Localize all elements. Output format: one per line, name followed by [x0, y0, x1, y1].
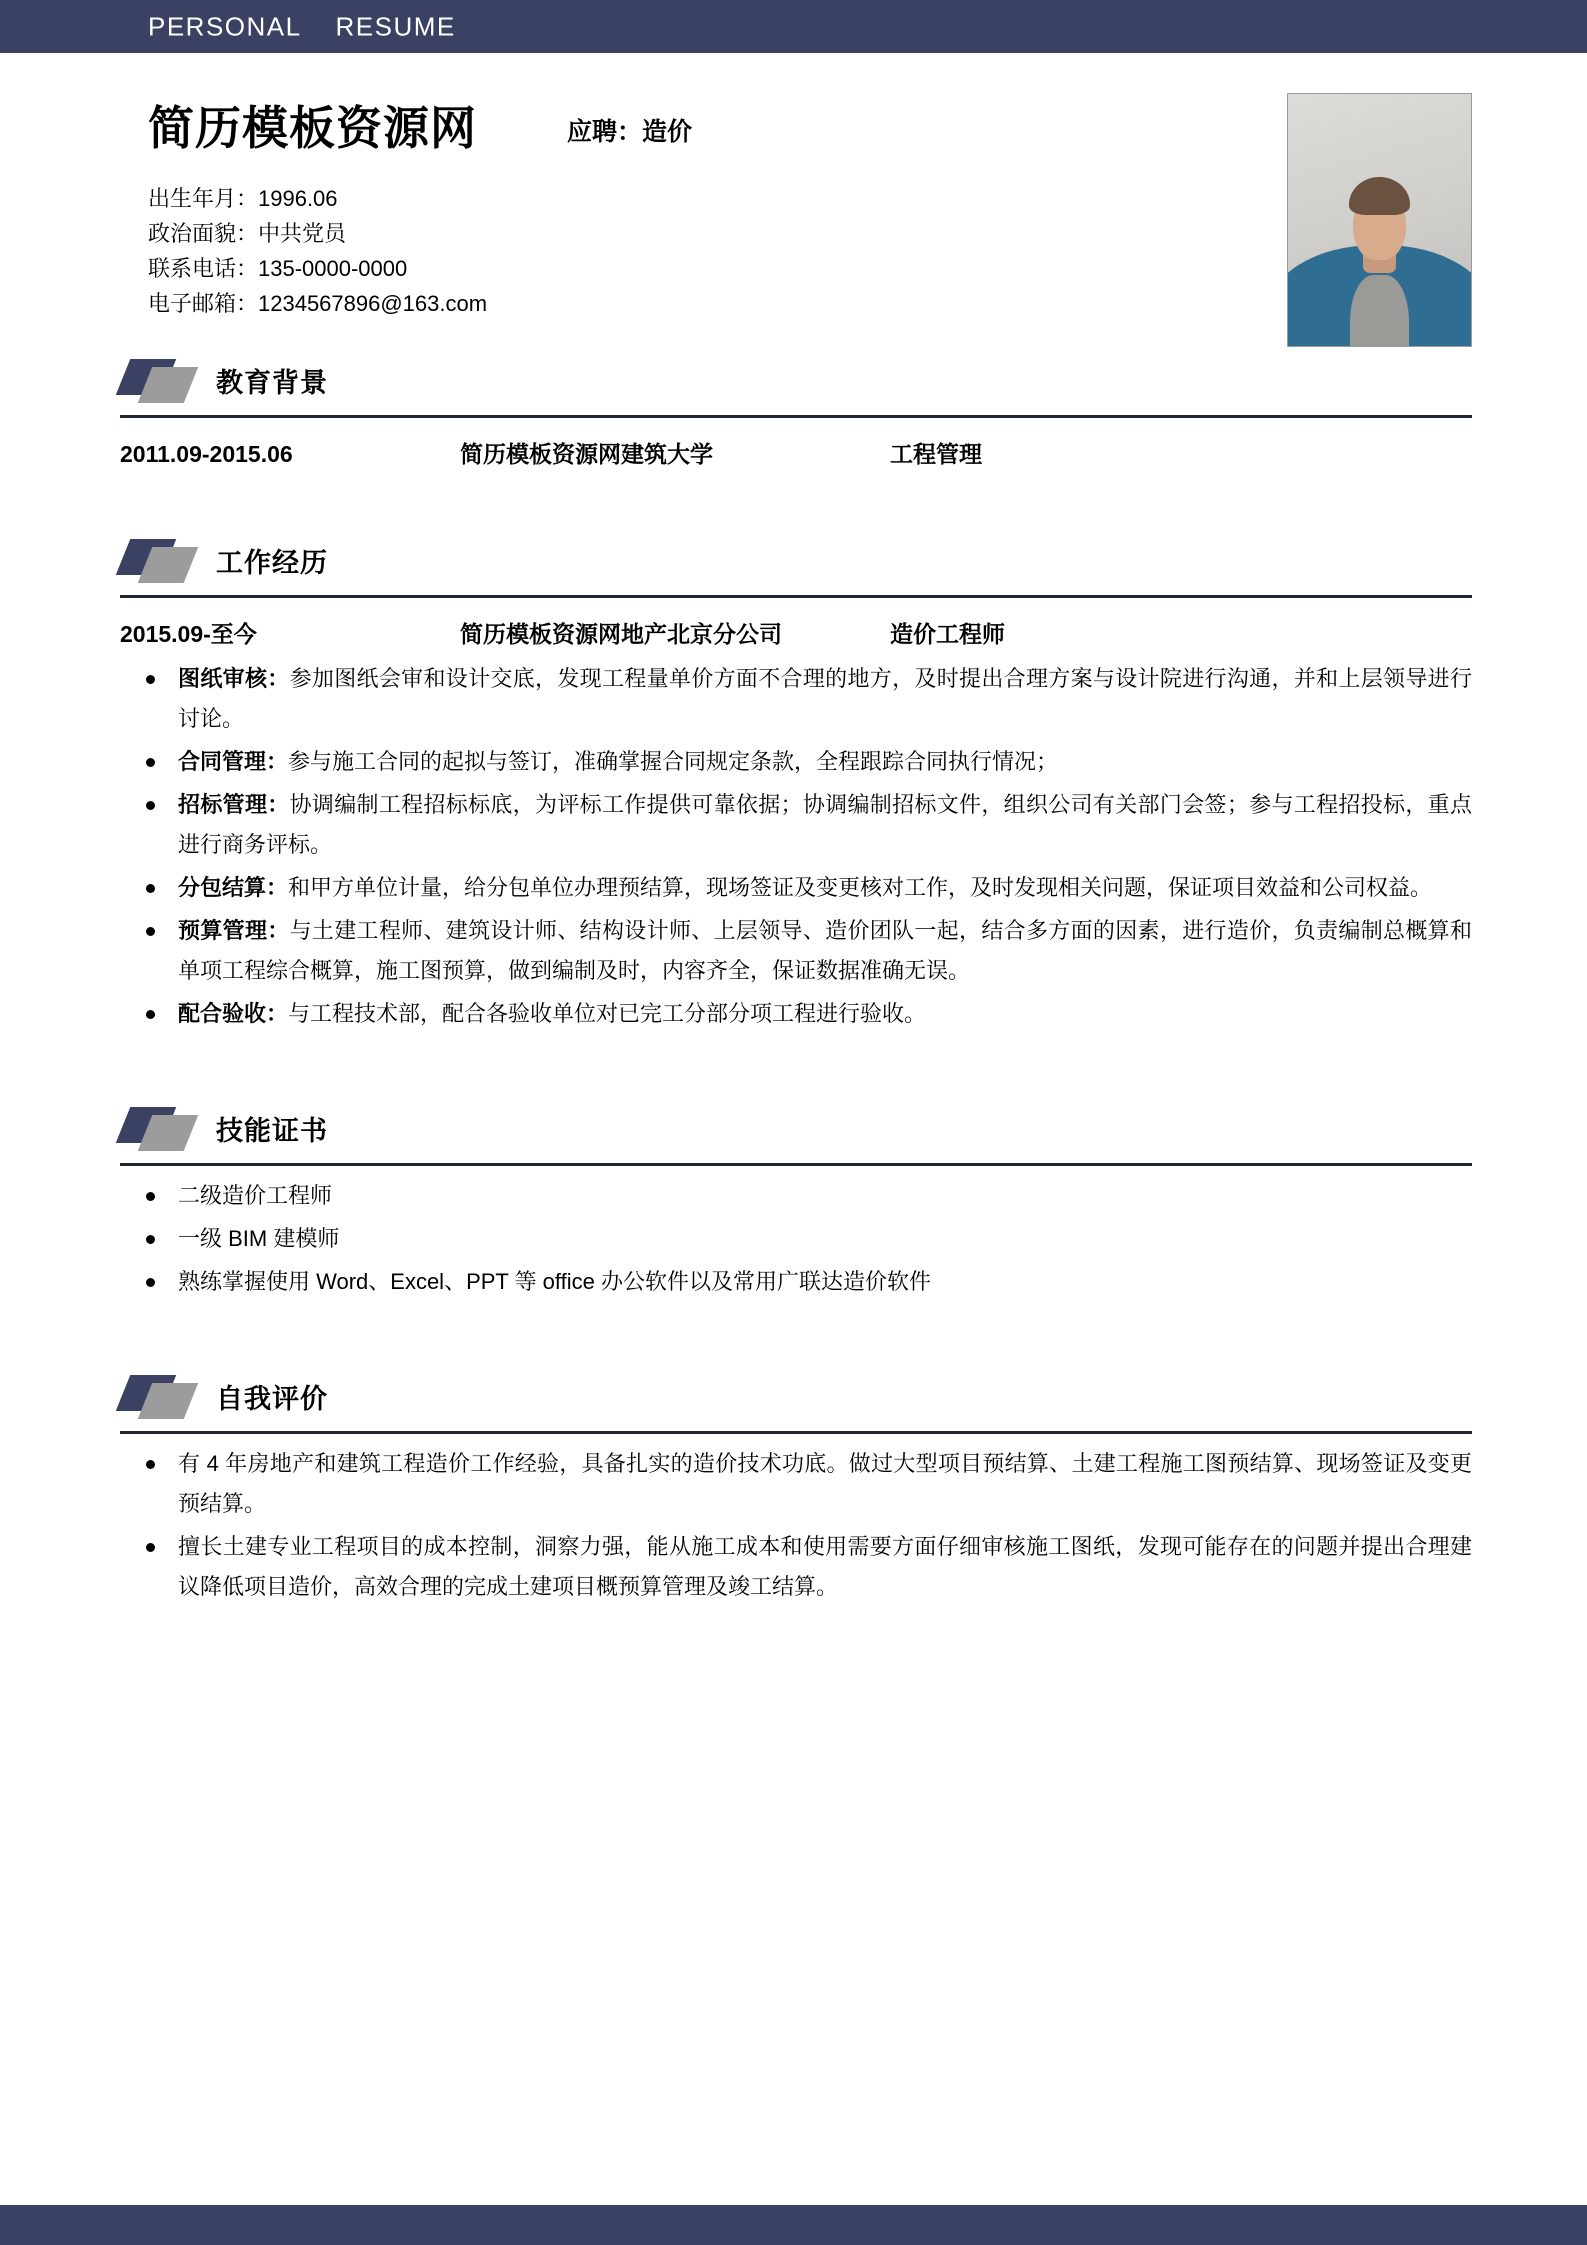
experience-title: 造价工程师 [890, 621, 1005, 647]
section-header-experience [120, 533, 1472, 595]
section-header-skills [120, 1101, 1472, 1163]
info-email: 电子邮箱：1234567896@163.com [148, 291, 488, 316]
list-item [120, 868, 1472, 908]
bullet-text: 参与施工合同的起拟与签订，准确掌握合同规定条款，全程跟踪合同执行情况； [288, 749, 1059, 774]
evaluation-bullet-list [120, 1444, 1472, 1607]
education-row [120, 436, 1472, 469]
banner-title: PERSONAL RESUME [148, 11, 456, 41]
experience-company: 简历模板资源网地产北京分公司 [460, 621, 782, 647]
list-item [120, 1527, 1472, 1607]
list-item [120, 1219, 1472, 1259]
portrait-photo [1287, 93, 1472, 347]
section-header-education [120, 353, 1472, 415]
info-phone: 联系电话：135-0000-0000 [148, 256, 408, 281]
bullet-text: 一级 BIM 建模师 [178, 1226, 340, 1251]
education-school: 简历模板资源网建筑大学 [460, 441, 713, 467]
bullet-text: 与工程技术部，配合各验收单位对已完工分部分项工程进行验收。 [288, 1001, 927, 1026]
section-title-experience: 工作经历 [216, 548, 328, 578]
experience-date: 2015.09-至今 [120, 621, 257, 647]
section-marker-icon [120, 1375, 198, 1419]
identity-block [148, 53, 1472, 353]
bottom-banner [0, 2205, 1587, 2245]
bullet-label: 分包结算： [178, 875, 289, 900]
list-item [120, 911, 1472, 991]
bullet-text: 和甲方单位计量，给分包单位办理预结算，现场签证及变更核对工作，及时发现相关问题，保证项目效益和公司权益。 [288, 875, 1433, 900]
list-item [120, 1176, 1472, 1216]
section-title-education: 教育背景 [216, 368, 328, 398]
bullet-text: 熟练掌握使用 Word、Excel、PPT 等 office 办公软件以及常用广联达造价软件 [178, 1269, 931, 1294]
section-marker-icon [120, 1107, 198, 1151]
spacer [0, 1037, 1587, 1101]
section-rule-education [120, 415, 1472, 418]
list-item [120, 785, 1472, 865]
spacer [0, 469, 1587, 533]
photo-shirt [1350, 275, 1409, 347]
bullet-label: 配合验收： [178, 1001, 289, 1026]
section-evaluation [120, 1369, 1472, 1607]
top-banner [0, 0, 1587, 53]
list-item [120, 659, 1472, 739]
section-rule-evaluation [120, 1431, 1472, 1434]
list-item [120, 742, 1472, 782]
list-item [120, 1444, 1472, 1524]
spacer [0, 1305, 1587, 1369]
bullet-label: 招标管理： [178, 792, 290, 817]
name-row [148, 102, 1472, 154]
resume-content [0, 53, 1587, 1610]
section-marker-icon [120, 539, 198, 583]
section-skills [120, 1101, 1472, 1302]
experience-bullet-list [120, 659, 1472, 1034]
skills-bullet-list [120, 1176, 1472, 1302]
bullet-text: 擅长土建专业工程项目的成本控制，洞察力强，能从施工成本和使用需要方面仔细审核施工图纸，发现可能存在的问题并提出合理建议降低项目造价，高效合理的完成土建项目概预算管理及竣工结算。 [178, 1534, 1472, 1599]
bullet-text: 有 4 年房地产和建筑工程造价工作经验，具备扎实的造价技术功底。做过大型项目预结算、土建工程施工图预结算、现场签证及变更预结算。 [178, 1451, 1472, 1516]
candidate-name: 简历模板资源网 [148, 102, 477, 154]
bullet-label: 预算管理： [178, 918, 290, 943]
contact-info-list [148, 181, 1472, 321]
section-marker-icon [120, 359, 198, 403]
experience-row [120, 616, 1472, 649]
bullet-label: 图纸审核： [178, 666, 290, 691]
section-rule-experience [120, 595, 1472, 598]
list-item [120, 994, 1472, 1034]
section-experience [120, 533, 1472, 1034]
bullet-text: 参加图纸会审和设计交底，发现工程量单价方面不合理的地方，及时提出合理方案与设计院进行沟通，并和上层领导进行讨论。 [178, 666, 1472, 731]
bullet-text: 协调编制工程招标标底，为评标工作提供可靠依据；协调编制招标文件，组织公司有关部门会签；参与工程招投标，重点进行商务评标。 [178, 792, 1472, 857]
section-title-skills: 技能证书 [216, 1116, 328, 1146]
list-item [120, 1262, 1472, 1302]
info-political-status: 政治面貌：中共党员 [148, 221, 347, 246]
bullet-label: 合同管理： [178, 749, 289, 774]
education-date: 2011.09-2015.06 [120, 441, 293, 467]
section-education [120, 353, 1472, 469]
bullet-text: 二级造价工程师 [178, 1183, 333, 1208]
applying-position: 应聘：造价 [567, 118, 693, 146]
section-header-evaluation [120, 1369, 1472, 1431]
bullet-text: 与土建工程师、建筑设计师、结构设计师、上层领导、造价团队一起，结合多方面的因素，进行造价，负责编制总概算和单项工程综合概算，施工图预算，做到编制及时，内容齐全，保证数据准确无误。 [178, 918, 1472, 983]
section-title-evaluation: 自我评价 [216, 1384, 328, 1414]
section-rule-skills [120, 1163, 1472, 1166]
education-major: 工程管理 [890, 441, 982, 467]
info-birthdate: 出生年月：1996.06 [148, 186, 338, 211]
